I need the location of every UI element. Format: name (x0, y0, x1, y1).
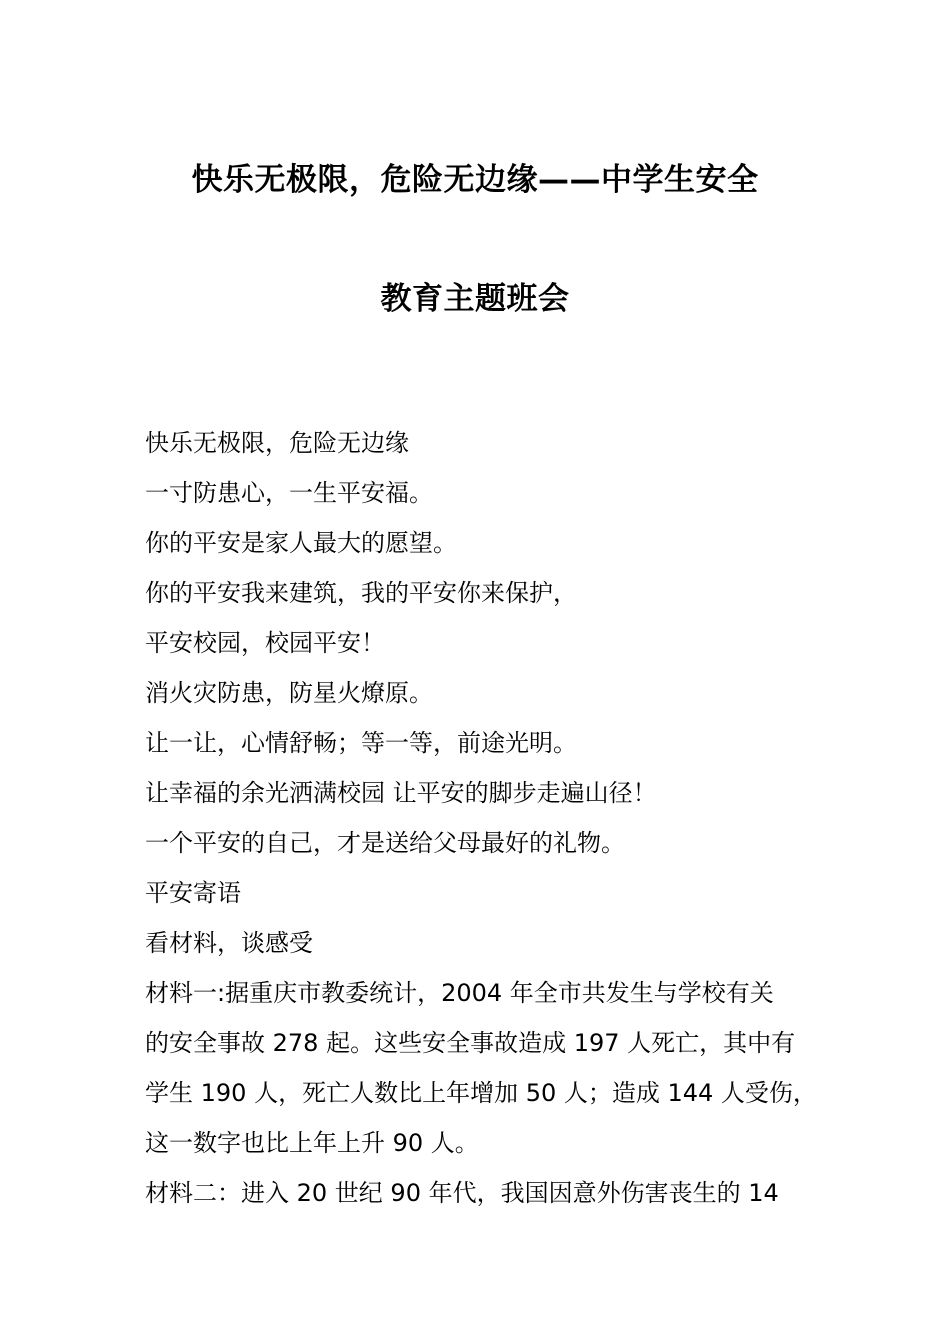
document-title-line-2: 教育主题班会 (380, 281, 570, 317)
material-1-paragraph (145, 968, 835, 1168)
material-1-line: 这一数字也比上年上升 90 人。 (145, 1129, 479, 1157)
paragraph: 平安寄语 (145, 879, 241, 907)
paragraph: 快乐无极限，危险无边缘 (145, 429, 409, 457)
material-1-line: 学生 190 人，死亡人数比上年增加 50 人；造成 144 人受伤， (145, 1079, 817, 1107)
document-body (145, 418, 845, 1218)
document-title-line-1: 快乐无极限，危险无边缘——中学生安全 (191, 162, 759, 198)
paragraph: 让一让，心情舒畅；等一等，前途光明。 (145, 729, 577, 757)
material-2-paragraph: 材料二：进入 20 世纪 90 年代，我国因意外伤害丧生的 14 (145, 1179, 779, 1207)
paragraph: 让幸福的余光洒满校园 让平安的脚步走遍山径！ (145, 779, 657, 807)
paragraph: 平安校园，校园平安！ (145, 629, 385, 657)
paragraph: 你的平安是家人最大的愿望。 (145, 529, 457, 557)
paragraph: 消火灾防患，防星火燎原。 (145, 679, 433, 707)
material-1-line: 材料一:据重庆市教委统计，2004 年全市共发生与学校有关 (145, 979, 774, 1007)
paragraph: 一个平安的自己，才是送给父母最好的礼物。 (145, 829, 625, 857)
material-1-line: 的安全事故 278 起。这些安全事故造成 197 人死亡，其中有 (145, 1029, 796, 1057)
paragraph: 你的平安我来建筑，我的平安你来保护， (145, 579, 577, 607)
paragraph: 看材料，谈感受 (145, 929, 313, 957)
paragraph: 一寸防患心，一生平安福。 (145, 479, 433, 507)
